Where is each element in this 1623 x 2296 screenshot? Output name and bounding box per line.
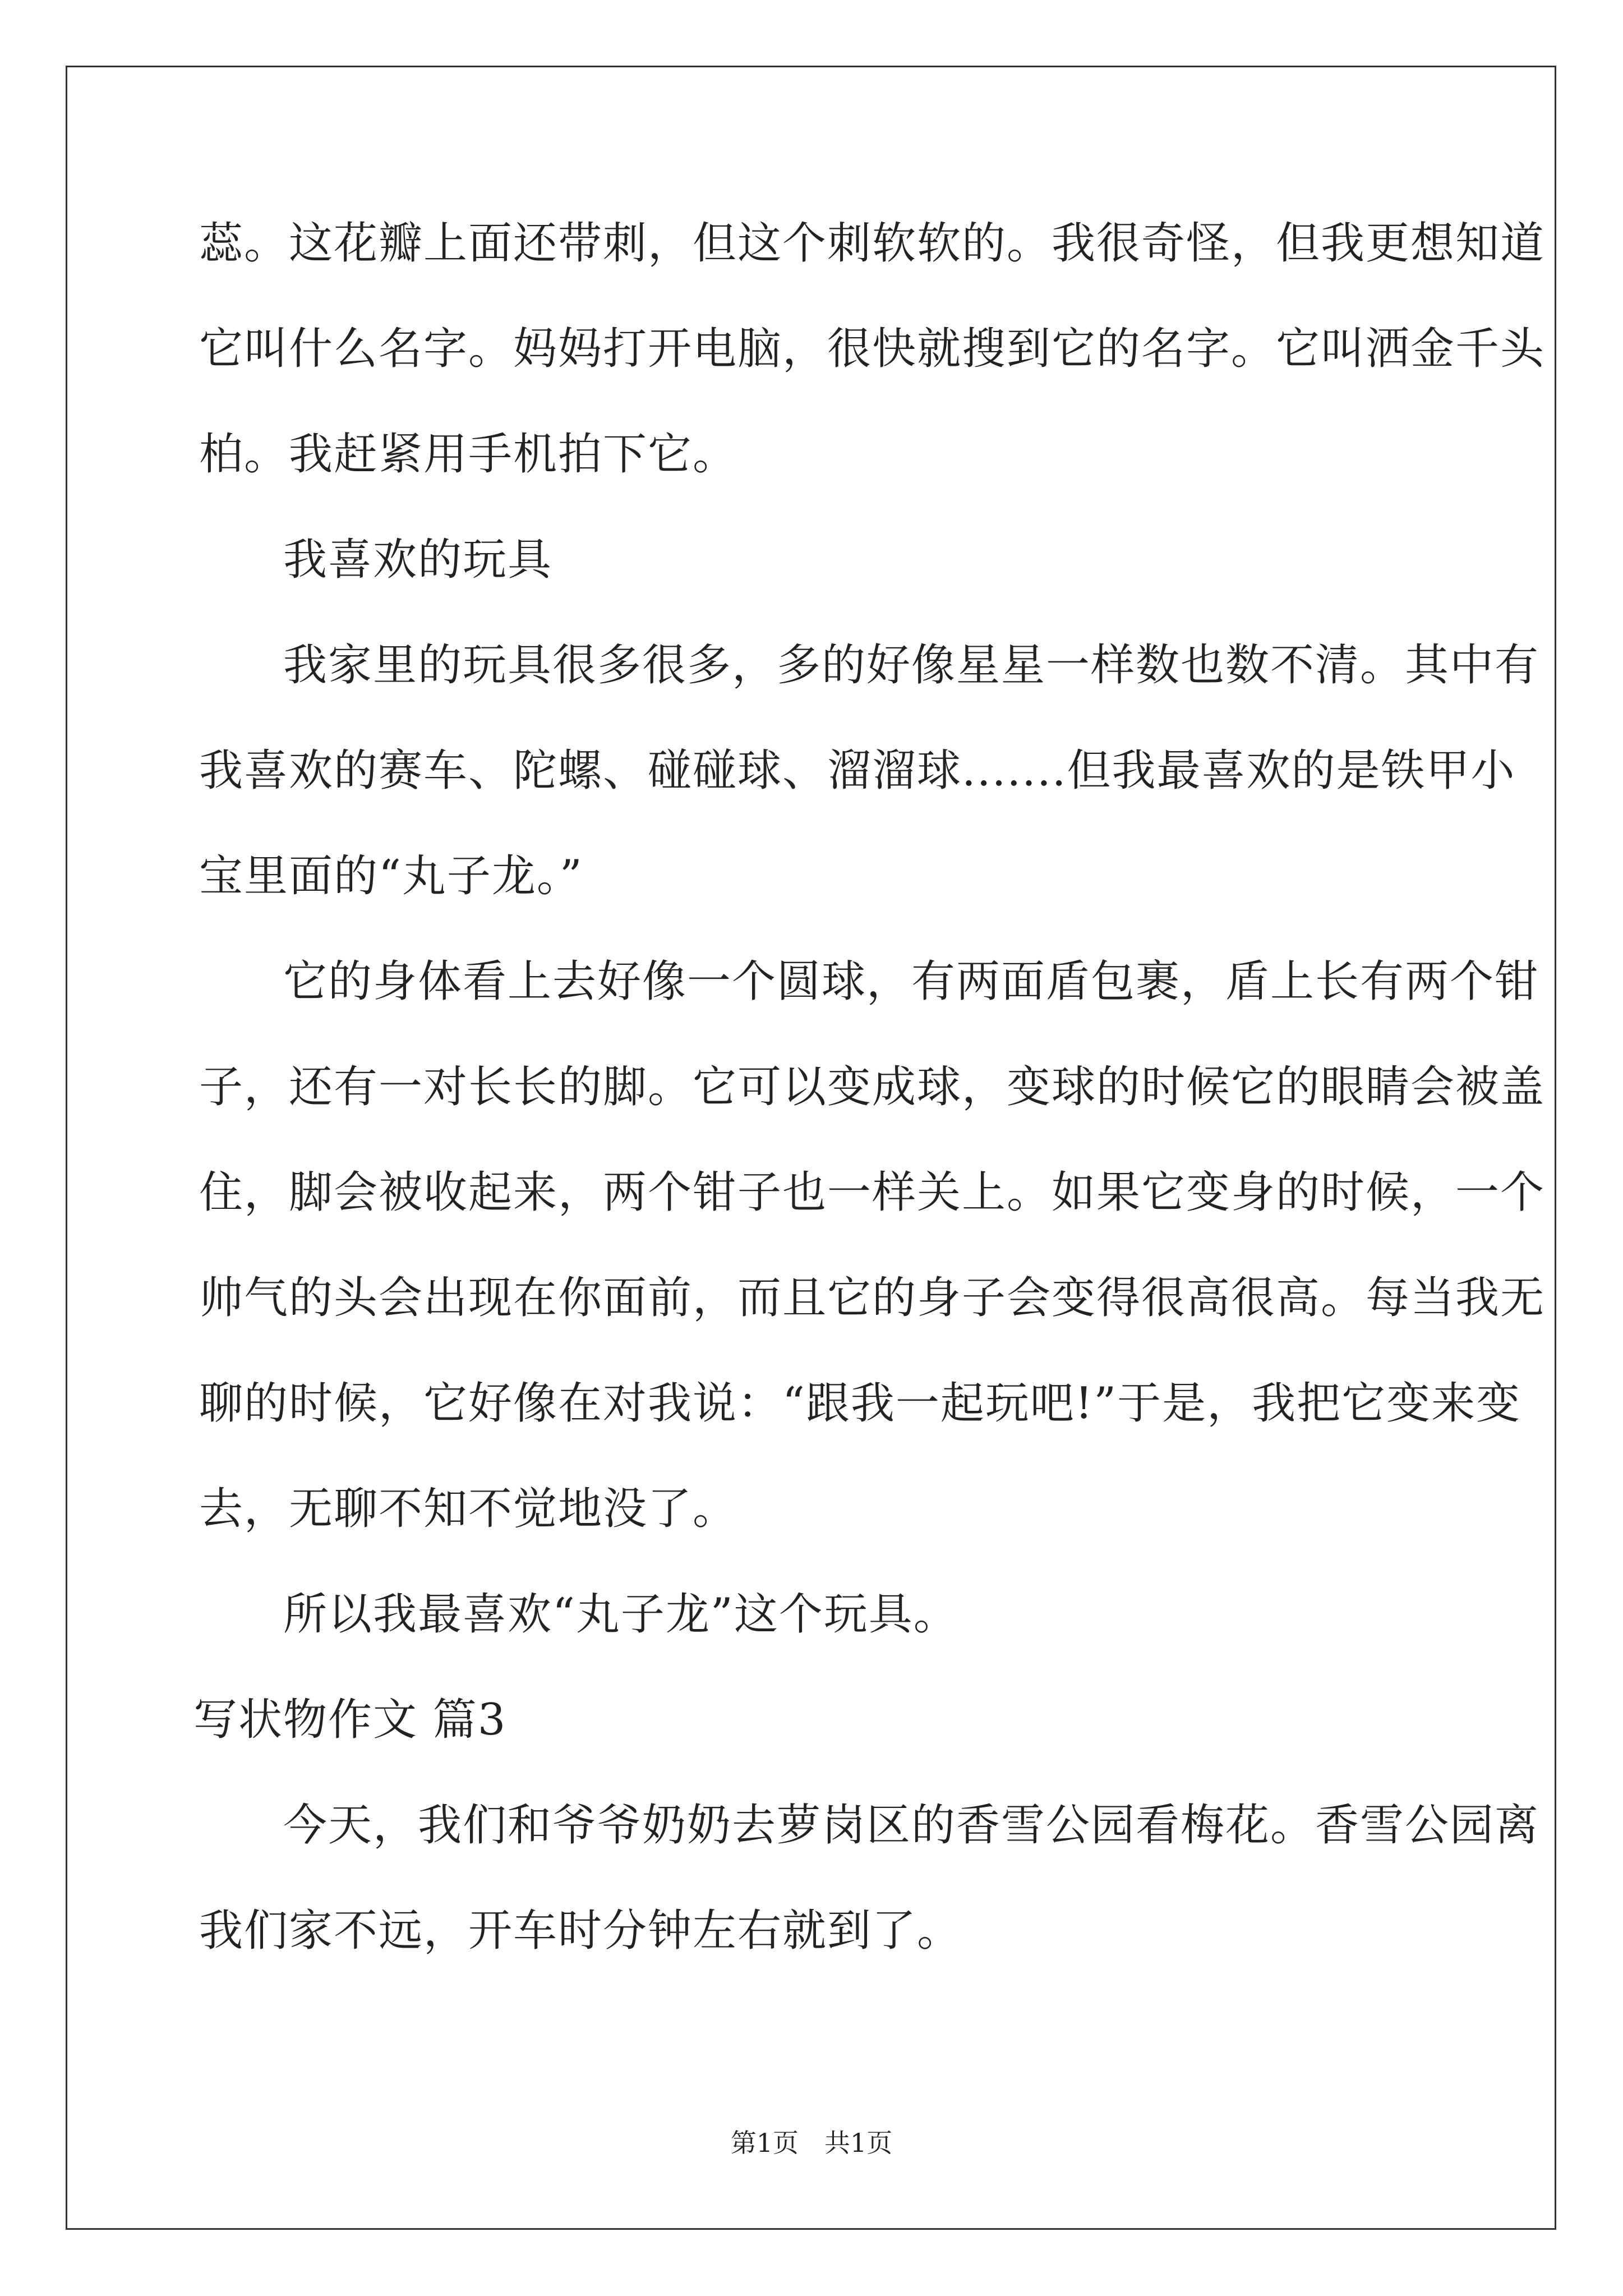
text-line: 它叫什么名字。妈妈打开电脑，很快就搜到它的名字。它叫洒金千头 bbox=[199, 324, 1546, 374]
essay-subtitle: 我喜欢的玩具 bbox=[283, 535, 553, 585]
text-line: 住，脚会被收起来，两个钳子也一样关上。如果它变身的时候，一个 bbox=[199, 1167, 1546, 1218]
text-line: 宝里面的“丸子龙。” bbox=[199, 851, 583, 901]
text-line: 所以我最喜欢“丸子龙”这个玩具。 bbox=[283, 1589, 958, 1640]
text-line: 蕊。这花瓣上面还带刺，但这个刺软软的。我很奇怪，但我更想知道 bbox=[199, 218, 1546, 269]
text-line: 我家里的玩具很多很多，多的好像星星一样数也数不清。其中有 bbox=[283, 640, 1540, 691]
text-line: 去，无聊不知不觉地没了。 bbox=[199, 1484, 738, 1534]
text-line: 帅气的头会出现在你面前，而且它的身子会变得很高很高。每当我无 bbox=[199, 1273, 1546, 1323]
text-line: 子，还有一对长长的脚。它可以变成球，变球的时候它的眼睛会被盖 bbox=[199, 1062, 1546, 1112]
text-line: 今天，我们和爷爷奶奶去萝岗区的香雪公园看梅花。香雪公园离 bbox=[283, 1800, 1540, 1851]
text-line: 它的身体看上去好像一个圆球，有两面盾包裹，盾上长有两个钳 bbox=[283, 956, 1540, 1007]
text-line: 聊的时候，它好像在对我说：“跟我一起玩吧!”于是，我把它变来变 bbox=[199, 1378, 1521, 1429]
text-line: 柏。我赶紧用手机拍下它。 bbox=[199, 429, 738, 480]
text-line: 我喜欢的赛车、陀螺、碰碰球、溜溜球.......但我最喜欢的是铁甲小 bbox=[199, 746, 1516, 796]
section-heading: 写状物作文 篇3 bbox=[193, 1695, 507, 1745]
text-line: 我们家不远，开车时分钟左右就到了。 bbox=[199, 1906, 962, 1956]
document-body bbox=[193, 191, 1546, 1984]
page-footer: 第1页 共1页 bbox=[730, 2128, 893, 2158]
